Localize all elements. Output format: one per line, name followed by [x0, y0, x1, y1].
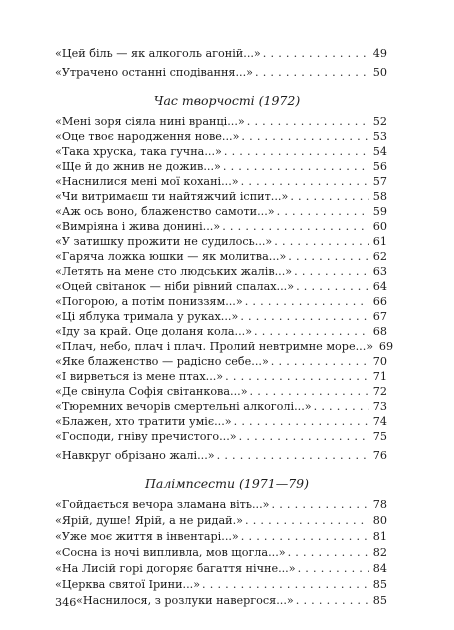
dot-leader — [254, 324, 369, 339]
toc-entry-title: «Наснилися мені мої кохані...» — [55, 175, 239, 188]
toc-entry-page: 84 — [372, 562, 387, 575]
toc-entry-page: 59 — [372, 205, 387, 218]
toc-entry-title: «Летять на мене сто людських жалів...» — [55, 265, 293, 278]
dot-leader — [241, 529, 369, 544]
toc-entry-title: «Чи витримаєш ти найтяжчий іспит...» — [55, 190, 289, 203]
toc-entry-title: «Така хруска, така гучна...» — [55, 145, 222, 158]
dot-leader — [274, 234, 369, 249]
toc-entry-title: «Аж ось воно, блаженство самоти...» — [55, 205, 275, 218]
toc-entry-page: 61 — [372, 235, 387, 248]
dot-leader — [224, 144, 369, 159]
toc-entry-title: «Оце твоє народження нове...» — [55, 130, 240, 143]
toc-entry — [55, 513, 387, 528]
dot-leader — [217, 448, 369, 463]
dot-leader — [271, 354, 369, 369]
toc-entry-page: 58 — [372, 190, 387, 203]
toc-entry-page: 66 — [372, 295, 387, 308]
toc-entry-page: 85 — [372, 578, 387, 591]
dot-leader — [271, 497, 369, 512]
toc-entry-title: «Церква святої Ірини...» — [55, 578, 201, 591]
toc-entry-page: 80 — [372, 514, 387, 527]
toc-entry-title: «Плач, небо, плач і плач. Пролий невтримне море...» — [55, 340, 374, 353]
toc-entry — [55, 294, 387, 309]
toc-entry — [55, 339, 394, 354]
toc-entry — [76, 593, 387, 608]
toc-entry — [55, 414, 387, 429]
toc-entry-page: 85 — [372, 594, 387, 607]
toc-entry-page: 54 — [372, 145, 387, 158]
toc-entry — [55, 219, 387, 234]
toc-entry-page: 52 — [372, 115, 387, 128]
dot-leader — [288, 545, 369, 560]
toc-entry-page: 62 — [372, 250, 387, 263]
toc-entry-page: 82 — [372, 546, 387, 559]
toc-entry — [55, 399, 387, 414]
toc-entry — [55, 384, 387, 399]
toc-entry-page: 72 — [372, 385, 387, 398]
toc-entry-title: «Де свінула Софія світанкова...» — [55, 385, 248, 398]
toc-entry — [55, 174, 387, 189]
toc-entry-title: «Ці яблука тримала у руках...» — [55, 310, 239, 323]
toc-entry-page: 81 — [372, 530, 387, 543]
toc-entry-page: 73 — [372, 400, 387, 413]
dot-leader — [202, 577, 369, 592]
toc-entry — [55, 529, 387, 544]
toc-entry-page: 69 — [378, 340, 394, 353]
toc-entry-page: 71 — [372, 370, 387, 383]
toc-entry — [55, 46, 387, 61]
toc-entry-page: 50 — [372, 66, 387, 79]
dot-leader — [234, 414, 369, 429]
toc-entry-page: 57 — [372, 175, 387, 188]
dot-leader — [296, 279, 369, 294]
toc-entry-page: 64 — [372, 280, 387, 293]
toc-entry-page: 76 — [372, 449, 387, 462]
toc-entry-page: 60 — [372, 220, 387, 233]
dot-leader — [241, 174, 369, 189]
dot-leader — [239, 429, 369, 444]
dot-leader — [250, 384, 369, 399]
toc-entry — [55, 369, 387, 384]
dot-leader — [245, 294, 369, 309]
toc-entry-title: «Вимріяна і жива донині...» — [55, 220, 221, 233]
toc-entry-page: 63 — [372, 265, 387, 278]
dot-leader — [241, 129, 369, 144]
dot-leader — [222, 219, 369, 234]
toc-entry — [55, 279, 387, 294]
toc-entry-title: «Сосна із ночі випливла, мов щогла...» — [55, 546, 286, 559]
dot-leader — [296, 593, 369, 608]
dot-leader — [294, 264, 369, 279]
dot-leader — [255, 65, 369, 80]
toc-entry — [55, 189, 387, 204]
dot-leader — [240, 309, 369, 324]
toc-entry — [55, 497, 387, 512]
toc-entry-page: 68 — [372, 325, 387, 338]
dot-leader — [314, 399, 369, 414]
toc-entry — [55, 129, 387, 144]
dot-leader — [263, 46, 369, 61]
toc-entry — [55, 264, 387, 279]
dot-leader — [277, 204, 369, 219]
toc-entry-title: «Наснилося, з розлуки навергося...» — [76, 594, 294, 607]
toc-entry-title: «Гаряча ложка юшки — як молитва...» — [55, 250, 287, 263]
toc-entry — [55, 324, 387, 339]
toc-entry — [55, 429, 387, 444]
toc-entry-page: 49 — [372, 47, 387, 60]
page-number: 346 — [55, 596, 77, 609]
toc-entry-page: 67 — [372, 310, 387, 323]
toc-entry — [55, 309, 387, 324]
dot-leader — [290, 189, 369, 204]
toc-entry-title: «На Лисій горі догоряє багаття нічне...» — [55, 562, 296, 575]
toc-entry — [55, 234, 387, 249]
dot-leader — [223, 159, 369, 174]
dot-leader — [298, 561, 369, 576]
toc-entry-title: «Блажен, хто тратити уміє...» — [55, 415, 232, 428]
toc-entry — [55, 65, 387, 80]
toc-entry-title: «Тюремних вечорів смертельні алкоголі...» — [55, 400, 312, 413]
toc-entry-title: «Погорою, а потім пониззям...» — [55, 295, 243, 308]
toc-entry-page: 53 — [372, 130, 387, 143]
dot-leader — [225, 369, 369, 384]
toc-entry-title: «Оцей світанок — ніби рівний спалах...» — [55, 280, 295, 293]
toc-entry — [55, 354, 387, 369]
toc-entry-title: «Господи, гніву пречистого...» — [55, 430, 237, 443]
section-heading: Палімпсести (1971—79) — [145, 476, 309, 491]
toc-entry — [55, 249, 387, 264]
toc-entry-page: 75 — [372, 430, 387, 443]
toc-entry-title: «Гойдається вечора зламана віть...» — [55, 498, 270, 511]
toc-entry-title: «Яке блаженство — радісно себе...» — [55, 355, 269, 368]
dot-leader — [288, 249, 369, 264]
toc-entry — [55, 577, 387, 592]
toc-entry-title: «Ярій, душе! Ярій, а не ридай.» — [55, 514, 243, 527]
dot-leader — [245, 513, 369, 528]
toc-entry-title: «Цей біль — як алкоголь агоній...» — [55, 47, 261, 60]
toc-entry-title: «Іду за край. Оце доланя кола...» — [55, 325, 253, 338]
toc-entry-page: 70 — [372, 355, 387, 368]
toc-entry — [55, 114, 387, 129]
toc-entry-title: «Мені зоря сіяла нині вранці...» — [55, 115, 245, 128]
toc-entry-title: «Ще й до жнив не дожив...» — [55, 160, 221, 173]
toc-entry — [55, 144, 387, 159]
toc-entry-title: «І вирветься із мене птах...» — [55, 370, 224, 383]
toc-entry-page: 74 — [372, 415, 387, 428]
toc-entry — [55, 561, 387, 576]
section-heading: Час творчості (1972) — [153, 93, 301, 108]
toc-entry — [55, 448, 387, 463]
toc-entry — [55, 545, 387, 560]
toc-entry-title: «Утрачено останні сподівання...» — [55, 66, 253, 79]
toc-entry-title: «Навкруг обрізано жалі...» — [55, 449, 215, 462]
toc-entry-page: 78 — [372, 498, 387, 511]
toc-entry-page: 56 — [372, 160, 387, 173]
toc-entry — [55, 159, 387, 174]
toc-entry-title: «Уже моє життя в інвентарі...» — [55, 530, 239, 543]
toc-entry — [55, 204, 387, 219]
dot-leader — [247, 114, 369, 129]
toc-entry-title: «У затишку прожити не судилось...» — [55, 235, 273, 248]
